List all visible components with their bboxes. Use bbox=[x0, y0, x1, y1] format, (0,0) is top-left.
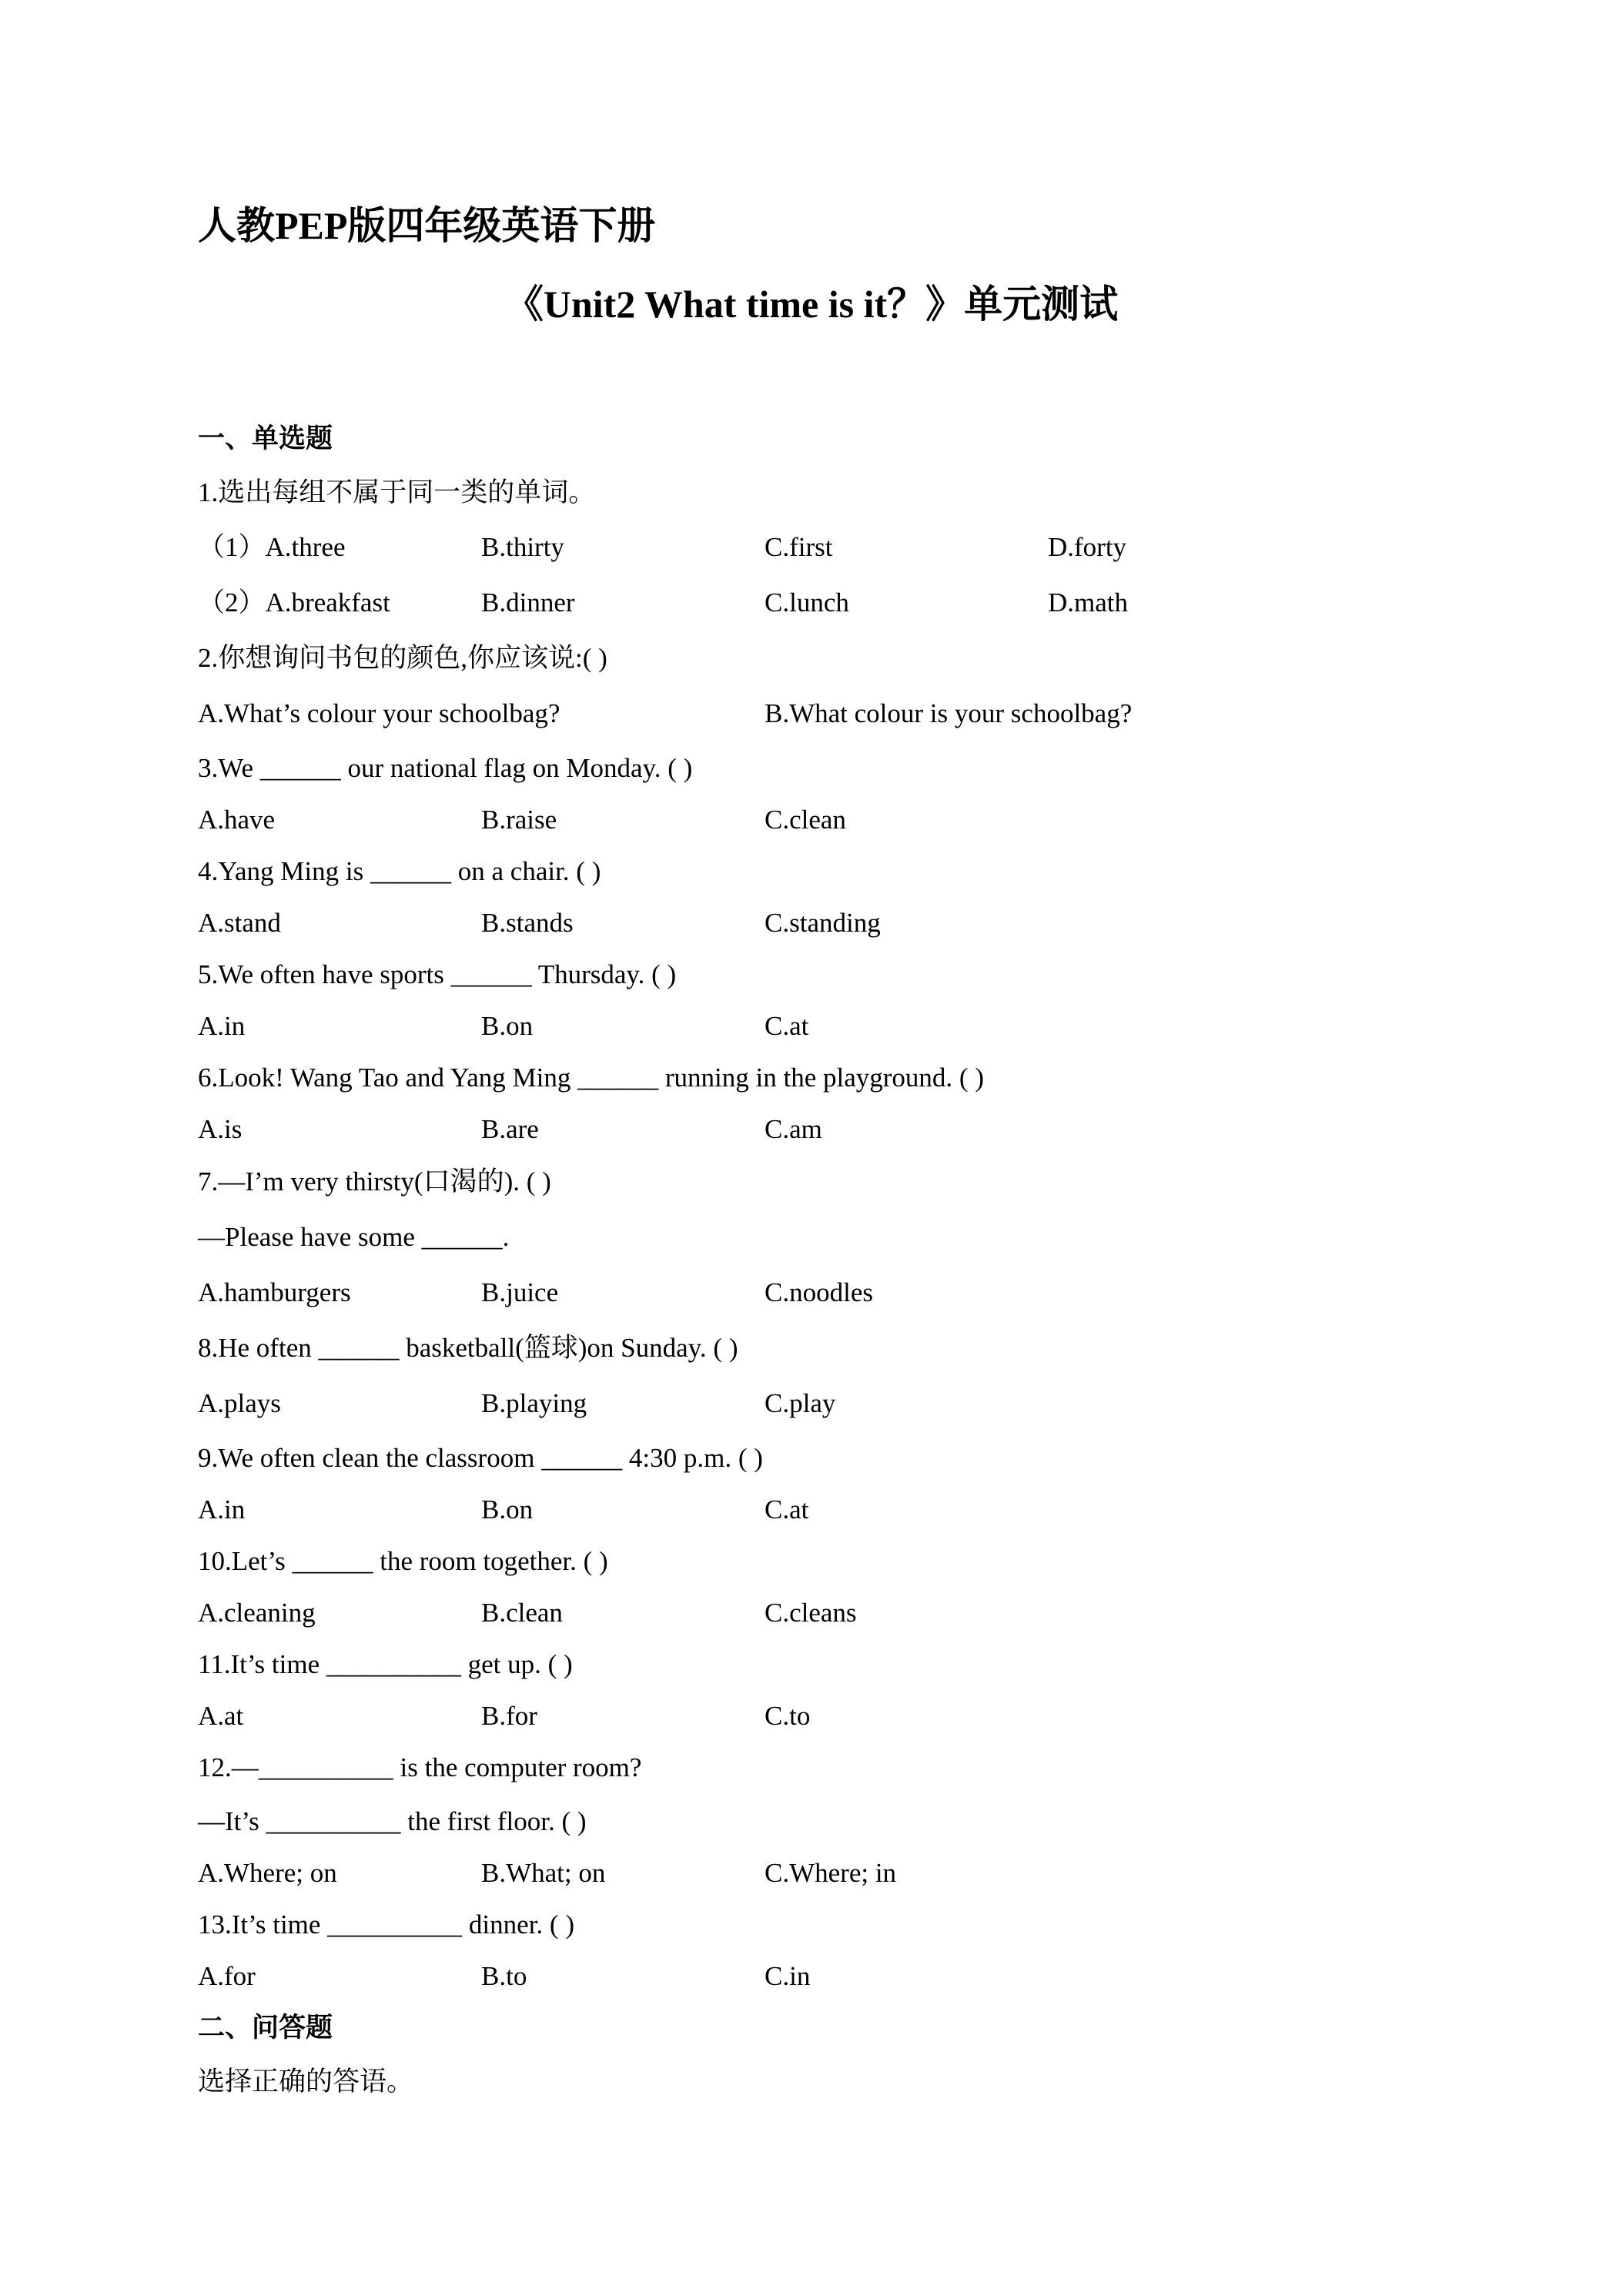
question-13-stem: 13.It’s time __________ dinner. ( ) bbox=[198, 1909, 574, 1940]
option-b: B.What; on bbox=[481, 1858, 606, 1888]
question-2-stem: 2.你想询问书包的颜色,你应该说:( ) bbox=[198, 643, 607, 673]
question-3-options bbox=[198, 795, 1553, 845]
question-7-response: —Please have some ______. bbox=[198, 1222, 510, 1252]
option-b: B.on bbox=[481, 1494, 534, 1525]
option-b: B.on bbox=[481, 1011, 534, 1041]
question-13-options bbox=[198, 1952, 1553, 2001]
option-a: A.in bbox=[198, 1011, 246, 1041]
option-c: C.am bbox=[765, 1114, 822, 1144]
option-a: A.cleaning bbox=[198, 1598, 316, 1628]
question-8-options bbox=[198, 1376, 1553, 1431]
worksheet-content bbox=[198, 412, 1553, 2109]
section-2-instruction: 选择正确的答语。 bbox=[198, 2067, 414, 2097]
document-title: 人教PEP版四年级英语下册 bbox=[198, 204, 656, 247]
question-1-group-1-first bbox=[198, 520, 346, 575]
option-c: C.cleans bbox=[765, 1598, 857, 1628]
question-10-options bbox=[198, 1588, 1553, 1638]
option-a: A.is bbox=[198, 1114, 243, 1144]
option-d: D.math bbox=[1048, 587, 1129, 618]
option-a: A.in bbox=[198, 1494, 246, 1525]
option-c: C.at bbox=[765, 1011, 809, 1041]
question-1-group-2 bbox=[198, 575, 1553, 631]
option-b: B.What colour is your schoolbag? bbox=[765, 698, 1133, 728]
section-heading-qa: 二、问答题 bbox=[198, 2013, 333, 2043]
option-c: C.first bbox=[765, 532, 833, 562]
option-a: A.hamburgers bbox=[198, 1277, 351, 1307]
question-3-stem: 3.We ______ our national flag on Monday. ( ) bbox=[198, 753, 693, 783]
option-c: C.in bbox=[765, 1961, 811, 1991]
option-c: C.noodles bbox=[765, 1277, 873, 1307]
question-8-stem: 8.He often ______ basketball(篮球)on Sunday. ( ) bbox=[198, 1333, 738, 1363]
option-b: B.for bbox=[481, 1701, 537, 1731]
option-b: B.raise bbox=[481, 805, 557, 835]
option-b: B.clean bbox=[481, 1598, 563, 1628]
option-c: C.Where; in bbox=[765, 1858, 897, 1888]
option-b: B.are bbox=[481, 1114, 539, 1144]
option-a: A.plays bbox=[198, 1388, 281, 1418]
question-6-options bbox=[198, 1105, 1553, 1154]
question-11-options bbox=[198, 1692, 1553, 1741]
question-4-options bbox=[198, 899, 1553, 948]
option-a: A.stand bbox=[198, 908, 281, 938]
question-1-stem: 1.选出每组不属于同一类的单词。 bbox=[198, 477, 596, 507]
question-4-stem: 4.Yang Ming is ______ on a chair. ( ) bbox=[198, 856, 601, 886]
question-1-group-2-first bbox=[198, 575, 390, 631]
option-c: C.at bbox=[765, 1494, 809, 1525]
question-12-options bbox=[198, 1849, 1553, 1898]
group-label: （1） bbox=[198, 532, 266, 562]
question-7-stem: 7.—I’m very thirsty(口渴的). ( ) bbox=[198, 1166, 551, 1197]
option-c: C.standing bbox=[765, 908, 881, 938]
option-b: B.dinner bbox=[481, 587, 575, 618]
option-a: A.What’s colour your schoolbag? bbox=[198, 698, 561, 728]
section-heading-single-choice: 一、单选题 bbox=[198, 423, 333, 454]
option-a: A.at bbox=[198, 1701, 244, 1731]
option-b: B.playing bbox=[481, 1388, 587, 1418]
option-d: D.forty bbox=[1048, 532, 1127, 562]
option-a: A.Where; on bbox=[198, 1858, 337, 1888]
option-a: A.three bbox=[265, 532, 346, 562]
option-b: B.stands bbox=[481, 908, 574, 938]
option-c: C.play bbox=[765, 1388, 836, 1418]
document-subtitle: 《Unit2 What time is it？》单元测试 bbox=[504, 283, 1119, 326]
question-5-stem: 5.We often have sports ______ Thursday. ( ) bbox=[198, 959, 677, 989]
question-12-stem: 12.—__________ is the computer room? bbox=[198, 1752, 642, 1782]
option-a: A.for bbox=[198, 1961, 256, 1991]
question-11-stem: 11.It’s time __________ get up. ( ) bbox=[198, 1649, 573, 1679]
option-b: B.juice bbox=[481, 1277, 559, 1307]
option-c: C.to bbox=[765, 1701, 811, 1731]
question-10-stem: 10.Let’s ______ the room together. ( ) bbox=[198, 1546, 608, 1576]
question-5-options bbox=[198, 1002, 1553, 1051]
question-6-stem: 6.Look! Wang Tao and Yang Ming ______ running in the playground. ( ) bbox=[198, 1063, 984, 1093]
option-b: B.to bbox=[481, 1961, 527, 1991]
question-1-group-1 bbox=[198, 520, 1553, 575]
question-9-stem: 9.We often clean the classroom ______ 4:30 p.m. ( ) bbox=[198, 1443, 763, 1473]
option-a: A.breakfast bbox=[265, 587, 390, 618]
option-b: B.thirty bbox=[481, 532, 564, 562]
option-a: A.have bbox=[198, 805, 276, 835]
question-12-response: —It’s __________ the first floor. ( ) bbox=[198, 1806, 587, 1836]
question-9-options bbox=[198, 1485, 1553, 1535]
question-7-options bbox=[198, 1265, 1553, 1320]
question-2-options bbox=[198, 686, 1553, 741]
option-c: C.lunch bbox=[765, 587, 849, 618]
option-c: C.clean bbox=[765, 805, 846, 835]
group-label: （2） bbox=[198, 587, 266, 618]
